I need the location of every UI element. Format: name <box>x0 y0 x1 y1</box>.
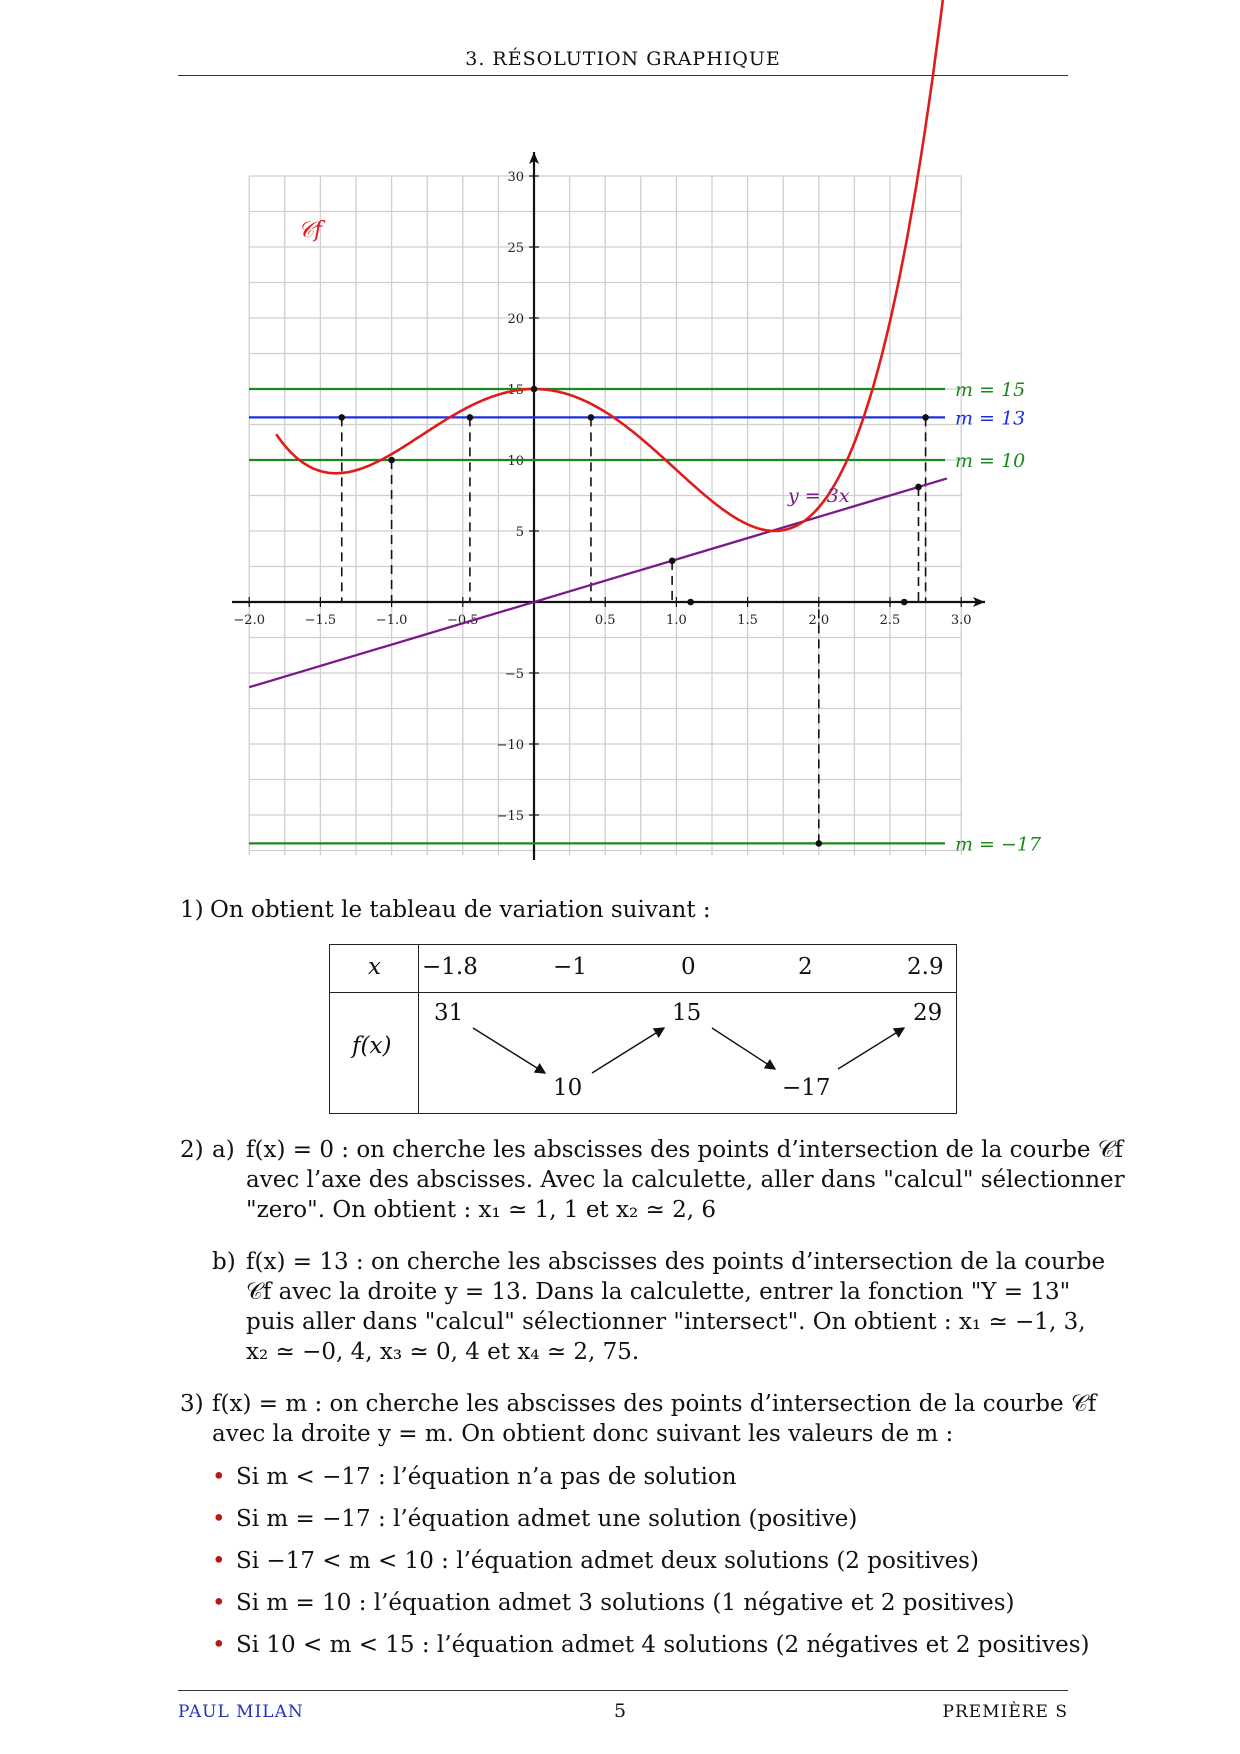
table-x-value: 0 <box>681 954 696 980</box>
bullet-icon: • <box>212 1590 226 1616</box>
q2b-line: 𝒞f avec la droite y = 13. Dans la calculette, entrer la fonction "Y = 13" <box>246 1279 1071 1305</box>
table-fx-label: f(x) <box>352 1033 392 1059</box>
line-label: y = 3x <box>788 485 850 507</box>
x-tick-label: −1.5 <box>304 613 337 628</box>
intersection-point <box>588 414 595 421</box>
table-max-value: 29 <box>913 1000 943 1026</box>
q3-line: avec la droite y = m. On obtient donc suivant les valeurs de m : <box>212 1421 954 1447</box>
q2b-line: x₂ ≃ −0, 4, x₃ ≃ 0, 4 et x₄ ≃ 2, 75. <box>246 1339 640 1365</box>
q2b-line: f(x) = 13 : on cherche les abscisses des points d’intersection de la courbe <box>246 1249 1106 1275</box>
y-tick-label: 20 <box>507 312 524 327</box>
q2b-label: b) <box>212 1249 236 1275</box>
intersection-point <box>669 558 676 565</box>
bullet-icon: • <box>212 1548 226 1574</box>
y-tick-label: 25 <box>507 241 524 256</box>
x-tick-label: 1.5 <box>737 613 758 628</box>
bullet-icon: • <box>212 1464 226 1490</box>
q2a-label: a) <box>212 1137 235 1163</box>
footer-page-number: 5 <box>613 1700 627 1722</box>
q3-bullet: Si m = 10 : l’équation admet 3 solutions (1 négative et 2 positives) <box>236 1590 1015 1616</box>
bullet-icon: • <box>212 1506 226 1532</box>
footer-rule <box>178 1690 1068 1691</box>
q3-bullet: Si m < −17 : l’équation n’a pas de solution <box>236 1464 737 1490</box>
intersection-point <box>467 414 474 421</box>
intersection-point <box>901 599 908 606</box>
labels <box>298 218 1042 855</box>
y-tick-label: −10 <box>496 738 524 753</box>
q2a-line: avec l’axe des abscisses. Avec la calculette, aller dans "calcul" sélectionner <box>246 1167 1125 1193</box>
page-header: 3. RÉSOLUTION GRAPHIQUE <box>465 48 781 70</box>
bullet-icon: • <box>212 1632 226 1658</box>
q2b-line: puis aller dans "calcul" sélectionner "intersect". On obtient : x₁ ≃ −1, 3, <box>246 1309 1086 1335</box>
q1-number: 1) <box>180 897 204 923</box>
table-x-value: −1.8 <box>422 954 478 980</box>
arrow-up <box>838 1028 904 1069</box>
y-tick-label: 10 <box>507 454 524 469</box>
x-tick-label: 1.0 <box>666 613 687 628</box>
curve-cf <box>276 0 948 531</box>
x-tick-label: 2.0 <box>808 613 830 628</box>
x-tick-label: −2.0 <box>233 613 265 628</box>
table-max-value: 31 <box>434 1000 464 1026</box>
q3-bullet: Si −17 < m < 10 : l’équation admet deux solutions (2 positives) <box>236 1548 979 1574</box>
y-tick-label: −15 <box>496 809 524 824</box>
m-line-label: m = 10 <box>955 450 1026 472</box>
arrow-down <box>473 1028 545 1073</box>
y-tick-label: 30 <box>507 170 524 185</box>
grid <box>249 176 962 855</box>
footer-author: PAUL MILAN <box>178 1702 304 1722</box>
q3-line: f(x) = m : on cherche les abscisses des points d’intersection de la courbe 𝒞f <box>212 1391 1097 1417</box>
x-tick-label: −1.0 <box>375 613 408 628</box>
q1-text: On obtient le tableau de variation suivant : <box>210 897 711 923</box>
q2a-line: "zero". On obtient : x₁ ≃ 1, 1 et x₂ ≃ 2, 6 <box>246 1197 716 1223</box>
y-tick-label: 5 <box>515 525 524 540</box>
table-min-value: 10 <box>553 1075 583 1101</box>
y-tick-label: −5 <box>504 667 524 682</box>
m-line-label: m = −17 <box>955 833 1042 856</box>
q2a-line: f(x) = 0 : on cherche les abscisses des points d’intersection de la courbe 𝒞f <box>246 1137 1124 1163</box>
q3-bullet: Si 10 < m < 15 : l’équation admet 4 solutions (2 négatives et 2 positives) <box>236 1632 1090 1658</box>
line-y-3x <box>249 478 947 687</box>
table-x-value: 2.9 <box>907 954 944 980</box>
arrow-down <box>712 1028 775 1069</box>
x-tick-label: 3.0 <box>950 613 972 628</box>
intersection-point <box>816 840 823 847</box>
m-line-label: m = 13 <box>955 407 1026 430</box>
variation-table <box>329 944 957 1114</box>
q2-number: 2) <box>180 1137 204 1163</box>
table-max-value: 15 <box>672 1000 702 1026</box>
x-tick-label: −0.5 <box>447 613 479 628</box>
intersection-point <box>922 414 929 421</box>
m-line-label: m = 15 <box>955 379 1026 401</box>
intersection-point <box>915 484 922 491</box>
table-x-label: x <box>368 954 381 980</box>
q3-number: 3) <box>180 1391 204 1417</box>
intersection-point <box>388 457 395 464</box>
table-min-value: −17 <box>782 1075 831 1101</box>
curves <box>249 0 948 687</box>
curve-label: 𝒞f <box>298 218 323 243</box>
q3-bullet: Si m = −17 : l’équation admet une solution (positive) <box>236 1506 858 1532</box>
y-tick-label: 15 <box>507 383 524 398</box>
footer-level: PREMIÈRE S <box>942 1702 1068 1722</box>
intersection-point <box>687 599 694 606</box>
axes <box>232 152 985 860</box>
table-arrows <box>330 945 956 1113</box>
intersection-point <box>338 414 345 421</box>
x-tick-label: 0.5 <box>594 613 616 628</box>
x-tick-label: 2.5 <box>879 613 901 628</box>
arrow-up <box>592 1028 664 1073</box>
table-x-value: −1 <box>553 954 587 980</box>
table-x-value: 2 <box>798 954 813 980</box>
intersection-point <box>531 386 538 393</box>
